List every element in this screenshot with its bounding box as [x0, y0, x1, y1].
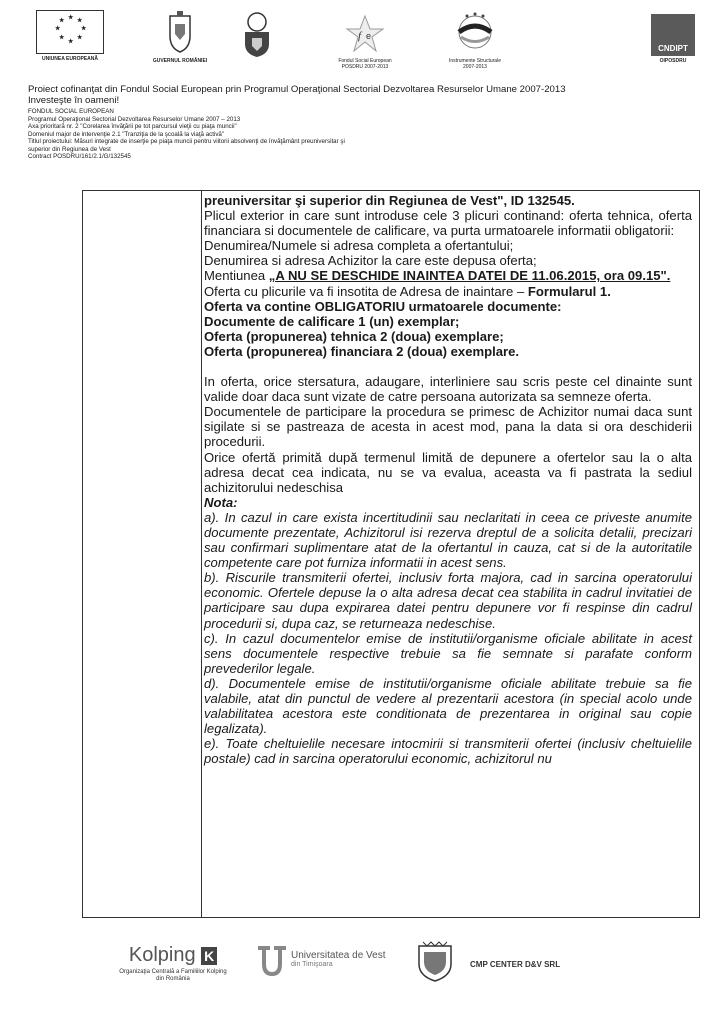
fse-logo — [325, 14, 405, 70]
paragraph: Denumirea si adresa Achizitor la care este depusa oferta; — [204, 253, 537, 269]
header-detail: Titlul proiectului: Măsuri integrate de inserţie pe piaţa muncii pentru viitorii absolvenţi de învăţământ preuniversitar şi — [28, 138, 345, 145]
ministry-emblem-icon — [237, 10, 277, 58]
note-item: b). Riscurile transmiterii ofertei, inclusiv forta majora, cad in sarcina operatorului economic. Ofertele depuse la o alta adresa decat cea stabilita in cadrul invitatiei de participare sau dupa expirarea datei pentru depunere vor fi respinse din cadrul procedurii si, dupa caz, se returneaza nedeschise. — [204, 570, 692, 631]
mention-paragraph — [204, 268, 692, 283]
note-item: c). In cazul documentelor emise de institutii/organisme oficiale abilitate in acest sens documentele respective trebuie sa fie semnate si parafate conform prevederilor legale. — [204, 630, 692, 676]
fse-caption: Fondul Social European POSDRU 2007-2013 — [338, 58, 392, 70]
paragraph: Orice ofertă primită după termenul limită de depunere a ofertelor sau la o alta adresa decat cea indicata, nu se va evalua, aceasta va fi pastrata la sediul achizitorului nedeschisa — [204, 449, 692, 495]
paragraph: Plicul exterior in care sunt introduse cele 3 plicuri continand: oferta tehnica, oferta financiara si documentele de calificare, va purta urmatoarele informatii obligatorii: — [204, 208, 692, 239]
header-details — [28, 108, 718, 161]
uvt-emblem-icon — [256, 944, 288, 978]
note-item: a). In cazul in care exista incertitudinii sau neclaritati in ceea ce priveste anumite documente prezentate, Achizitorul isi rezerva dreptul de a solicita detalii, precizari sau confirmari suplimentare atat de la ofertantul in cauza, cat si de la autoritatile competente care pot furniza informatii in acest sens. — [204, 509, 692, 571]
nota-heading: Nota: — [204, 494, 238, 510]
header-detail: Contract POSDRU/161/2.1/G/132545 — [28, 153, 131, 160]
ministry-logo — [232, 10, 282, 60]
eu-flag-icon: ★ ★ ★ ★ ★ ★ ★ ★ — [36, 10, 104, 54]
instruments-logo — [430, 10, 520, 70]
svg-text:e: e — [366, 31, 372, 41]
kolping-subtitle: Organizaţia Centrală a Familiilor Kolping din România — [119, 969, 227, 982]
coat-of-arms-icon — [165, 10, 195, 54]
svg-text:f: f — [358, 30, 362, 42]
paragraph: Denumirea/Numele si adresa completa a ofertantului; — [204, 238, 514, 254]
required-doc-item: Oferta (propunerea) financiara 2 (doua) exemplare. — [204, 343, 520, 359]
gov-logo — [140, 10, 220, 64]
paragraph: Documentele de participare la procedura se primesc de Achizitor numai daca sunt sigilate si se pastreaza de acesta in acest mod, pana la data si ora deschiderii procedurii. — [204, 404, 692, 450]
kolping-k-icon: K — [201, 947, 217, 965]
note-item: d). Documentele emise de institutii/organisme oficiale abilitate trebuie sa fie valabile, atat din punctul de vedere al prezentarii acestora (in special acolo unde valabilitatea acestora este conditionata de prezentarea in original sau copie legalizata). — [204, 675, 692, 737]
cndipt-logo — [645, 14, 701, 64]
eu-logo — [30, 10, 110, 62]
kolping-name: Kolping — [128, 944, 196, 966]
required-docs-heading: Oferta va contine OBLIGATORIU urmatoarele documente: — [204, 298, 562, 314]
oiposdru-caption: OIPOSDRU — [659, 58, 687, 64]
cover-letter-text: Oferta cu plicurile va fi insotita de Adresa de inaintare – — [204, 283, 528, 299]
cmp-name: CMP CENTER D&V SRL — [470, 960, 561, 969]
header-detail: Domeniul major de intervenţie 2.1 "Tranziţia de la şcoală la viaţă activă" — [28, 130, 225, 138]
document-body — [204, 193, 692, 766]
header-detail: Programul Operaţional Sectorial Dezvoltarea Resurselor Umane 2007 – 2013 — [28, 115, 241, 123]
instruments-caption: Instrumente Structurale 2007-2013 — [449, 58, 501, 70]
header-detail: Axa prioritară nr. 2 "Corelarea învăţării pe tot parcursul vieţii cu piaţa muncii" — [28, 123, 237, 130]
form-ref: Formularul 1. — [527, 283, 611, 299]
required-doc-item: Documente de calificare 1 (un) exemplar; — [204, 313, 460, 329]
header-detail: FONDUL SOCIAL EUROPEAN — [28, 108, 114, 115]
paragraph: In oferta, orice stersatura, adaugare, interliniere sau scris peste cel dinainte sunt valide doar daca sunt vizate de catre persoana autorizata sa semneze oferta. — [204, 374, 692, 405]
city-crest-icon — [415, 938, 455, 982]
gov-caption: GUVERNUL ROMÂNIEI — [152, 58, 208, 64]
paragraph — [204, 284, 692, 299]
cndipt-badge: CNDIPT — [651, 14, 695, 56]
uvt-name: Universitatea de Vest — [291, 950, 386, 961]
header-line-1: Proiect cofinanţat din Fondul Social European prin Programul Operaţional Sectorial Dezvoltarea Resurselor Umane 2007-2013 — [28, 84, 566, 95]
instruments-globe-icon — [447, 10, 503, 54]
column-divider — [201, 191, 202, 917]
project-header — [28, 84, 718, 161]
header-detail: superior din Regiunea de Vest — [28, 145, 111, 153]
kolping-logo — [118, 944, 228, 983]
cmp-logo — [470, 960, 610, 969]
eu-caption: UNIUNEA EUROPEANĂ — [42, 56, 98, 62]
cmp-crest — [412, 938, 458, 984]
uvt-city: din Timişoara — [291, 961, 333, 968]
mention-label: Mentiunea — [204, 268, 269, 284]
uvt-logo — [256, 944, 386, 978]
project-ref: preuniversitar şi superior din Regiunea de Vest", ID 132545. — [204, 193, 575, 208]
fse-star-icon — [345, 14, 385, 54]
deadline-notice: „A NU SE DESCHIDE INAINTEA DATEI DE 11.06.2015, ora 09.15". — [268, 268, 671, 284]
note-item: e). Toate cheltuielile necesare intocmirii si transmiterii ofertei (inclusiv cheltuielile postale) cad in sarcina operatorului economic, achizitorul nu — [204, 736, 692, 767]
required-doc-item: Oferta (propunerea) tehnica 2 (doua) exemplare; — [204, 328, 504, 344]
header-line-2: Investeşte în oameni! — [28, 95, 120, 106]
kolping-wordmark — [118, 944, 228, 966]
